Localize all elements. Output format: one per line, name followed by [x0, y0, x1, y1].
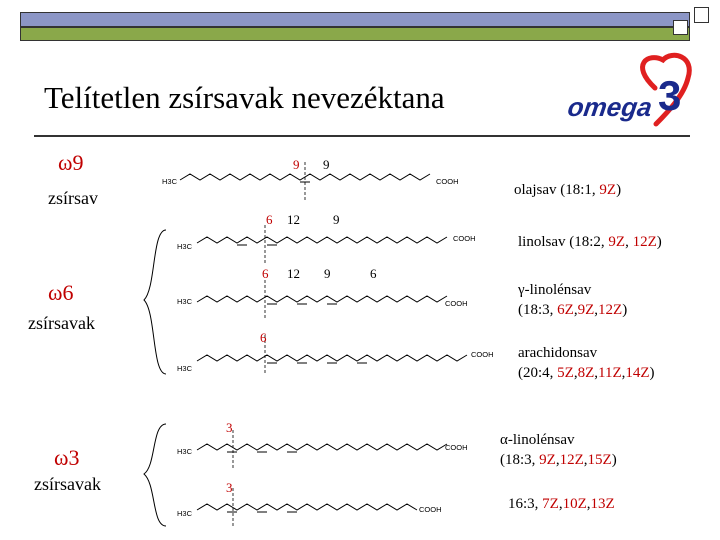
top-square-2: [694, 7, 709, 23]
head-group: H3C: [177, 509, 193, 518]
structure-gamma-linolensav: [175, 280, 505, 320]
head-group: H3C: [177, 297, 193, 306]
head-group: H3C: [177, 447, 193, 456]
position-label: 12: [287, 266, 300, 281]
position-label: 9: [293, 157, 300, 172]
omega3-logo: [560, 50, 700, 130]
omega3-class: zsírsavak: [34, 474, 101, 494]
structure-linolsav: [175, 225, 505, 265]
double-bond-code: 14Z: [625, 365, 650, 381]
title-underline: [34, 135, 690, 137]
double-bond-code: 8Z: [577, 365, 595, 381]
slide-title: Telítetlen zsírsavak nevezéktana: [44, 80, 445, 115]
position-label: 6: [260, 330, 267, 345]
acid-name: arachidonsav: [518, 345, 598, 361]
double-bond-code: 11Z: [598, 365, 622, 381]
top-square-1: [673, 20, 688, 35]
acid-arachidonsav: arachidonsav (20:4, 5Z,8Z,11Z,14Z): [518, 345, 655, 381]
omega6-label: ω6: [48, 280, 74, 305]
position-label: 6: [266, 212, 273, 227]
acid-alpha-linolensav: α-linolénsav (18:3, 9Z,12Z,15Z): [500, 432, 617, 468]
acid-group: COOH: [436, 177, 459, 186]
structure-arachidonsav: [175, 335, 505, 375]
head-group: H3C: [177, 242, 193, 251]
head-group: H3C: [162, 177, 178, 186]
position-label: 9: [323, 157, 330, 172]
acid-olajsav: olajsav (18:1, 9Z): [514, 182, 622, 198]
double-bond-code: 9Z: [539, 452, 556, 468]
logo-number: 3: [658, 72, 682, 119]
position-label: 6: [370, 266, 377, 281]
acid-name: γ-linolénsav: [518, 282, 592, 298]
structure-olajsav: [160, 160, 510, 200]
position-label: 3: [226, 480, 233, 495]
double-bond-code: 9Z: [608, 234, 626, 250]
structure-16-3: [175, 488, 505, 528]
omega9-class: zsírsav: [48, 188, 98, 208]
double-bond-code: 12Z: [598, 302, 623, 318]
position-label: 3: [226, 420, 233, 435]
acid-16-3: 16:3, 7Z,10Z,13Z: [508, 496, 615, 512]
acid-formula: (20:4,: [518, 365, 558, 381]
double-bond-code: 12Z: [632, 234, 657, 250]
position-label: 9: [324, 266, 331, 281]
acid-gamma-linolensav: γ-linolénsav (18:3, 6Z,9Z,12Z): [518, 282, 628, 318]
double-bond-code: 9Z: [577, 302, 595, 318]
acid-formula: (18:3,: [518, 302, 558, 318]
double-bond-code: 9Z: [599, 182, 617, 198]
acid-group: COOH: [471, 350, 494, 359]
acid-name: olajsav (18:1,: [514, 182, 600, 198]
double-bond-code: 6Z: [557, 302, 574, 318]
position-label: 9: [333, 212, 340, 227]
acid-group: COOH: [445, 443, 468, 452]
acid-name: 16:3,: [508, 496, 543, 512]
acid-linolsav: linolsav (18:2, 9Z, 12Z): [518, 234, 662, 250]
logo-text: omega: [565, 92, 654, 122]
position-label: 12: [287, 212, 300, 227]
omega6-class: zsírsavak: [28, 313, 95, 333]
brace-omega6: [140, 228, 170, 378]
structure-alpha-linolensav: [175, 430, 505, 470]
top-bar-green: [20, 27, 690, 41]
double-bond-code: 13Z: [590, 496, 615, 512]
double-bond-code: 5Z: [557, 365, 574, 381]
double-bond-code: 15Z: [587, 452, 612, 468]
acid-name: α-linolénsav: [500, 432, 575, 448]
acid-group: COOH: [419, 505, 442, 514]
acid-group: COOH: [453, 234, 476, 243]
acid-name: linolsav (18:2,: [518, 234, 609, 250]
brace-omega3: [140, 422, 170, 532]
omega3-label: ω3: [54, 445, 80, 470]
double-bond-code: 7Z: [542, 496, 559, 512]
head-group: H3C: [177, 364, 193, 373]
acid-group: COOH: [445, 299, 468, 308]
double-bond-code: 12Z: [559, 452, 584, 468]
position-label: 6: [262, 266, 269, 281]
acid-formula: (18:3,: [500, 452, 540, 468]
omega9-label: ω9: [58, 150, 84, 175]
top-bar-blue: [20, 12, 690, 27]
double-bond-code: 10Z: [562, 496, 587, 512]
